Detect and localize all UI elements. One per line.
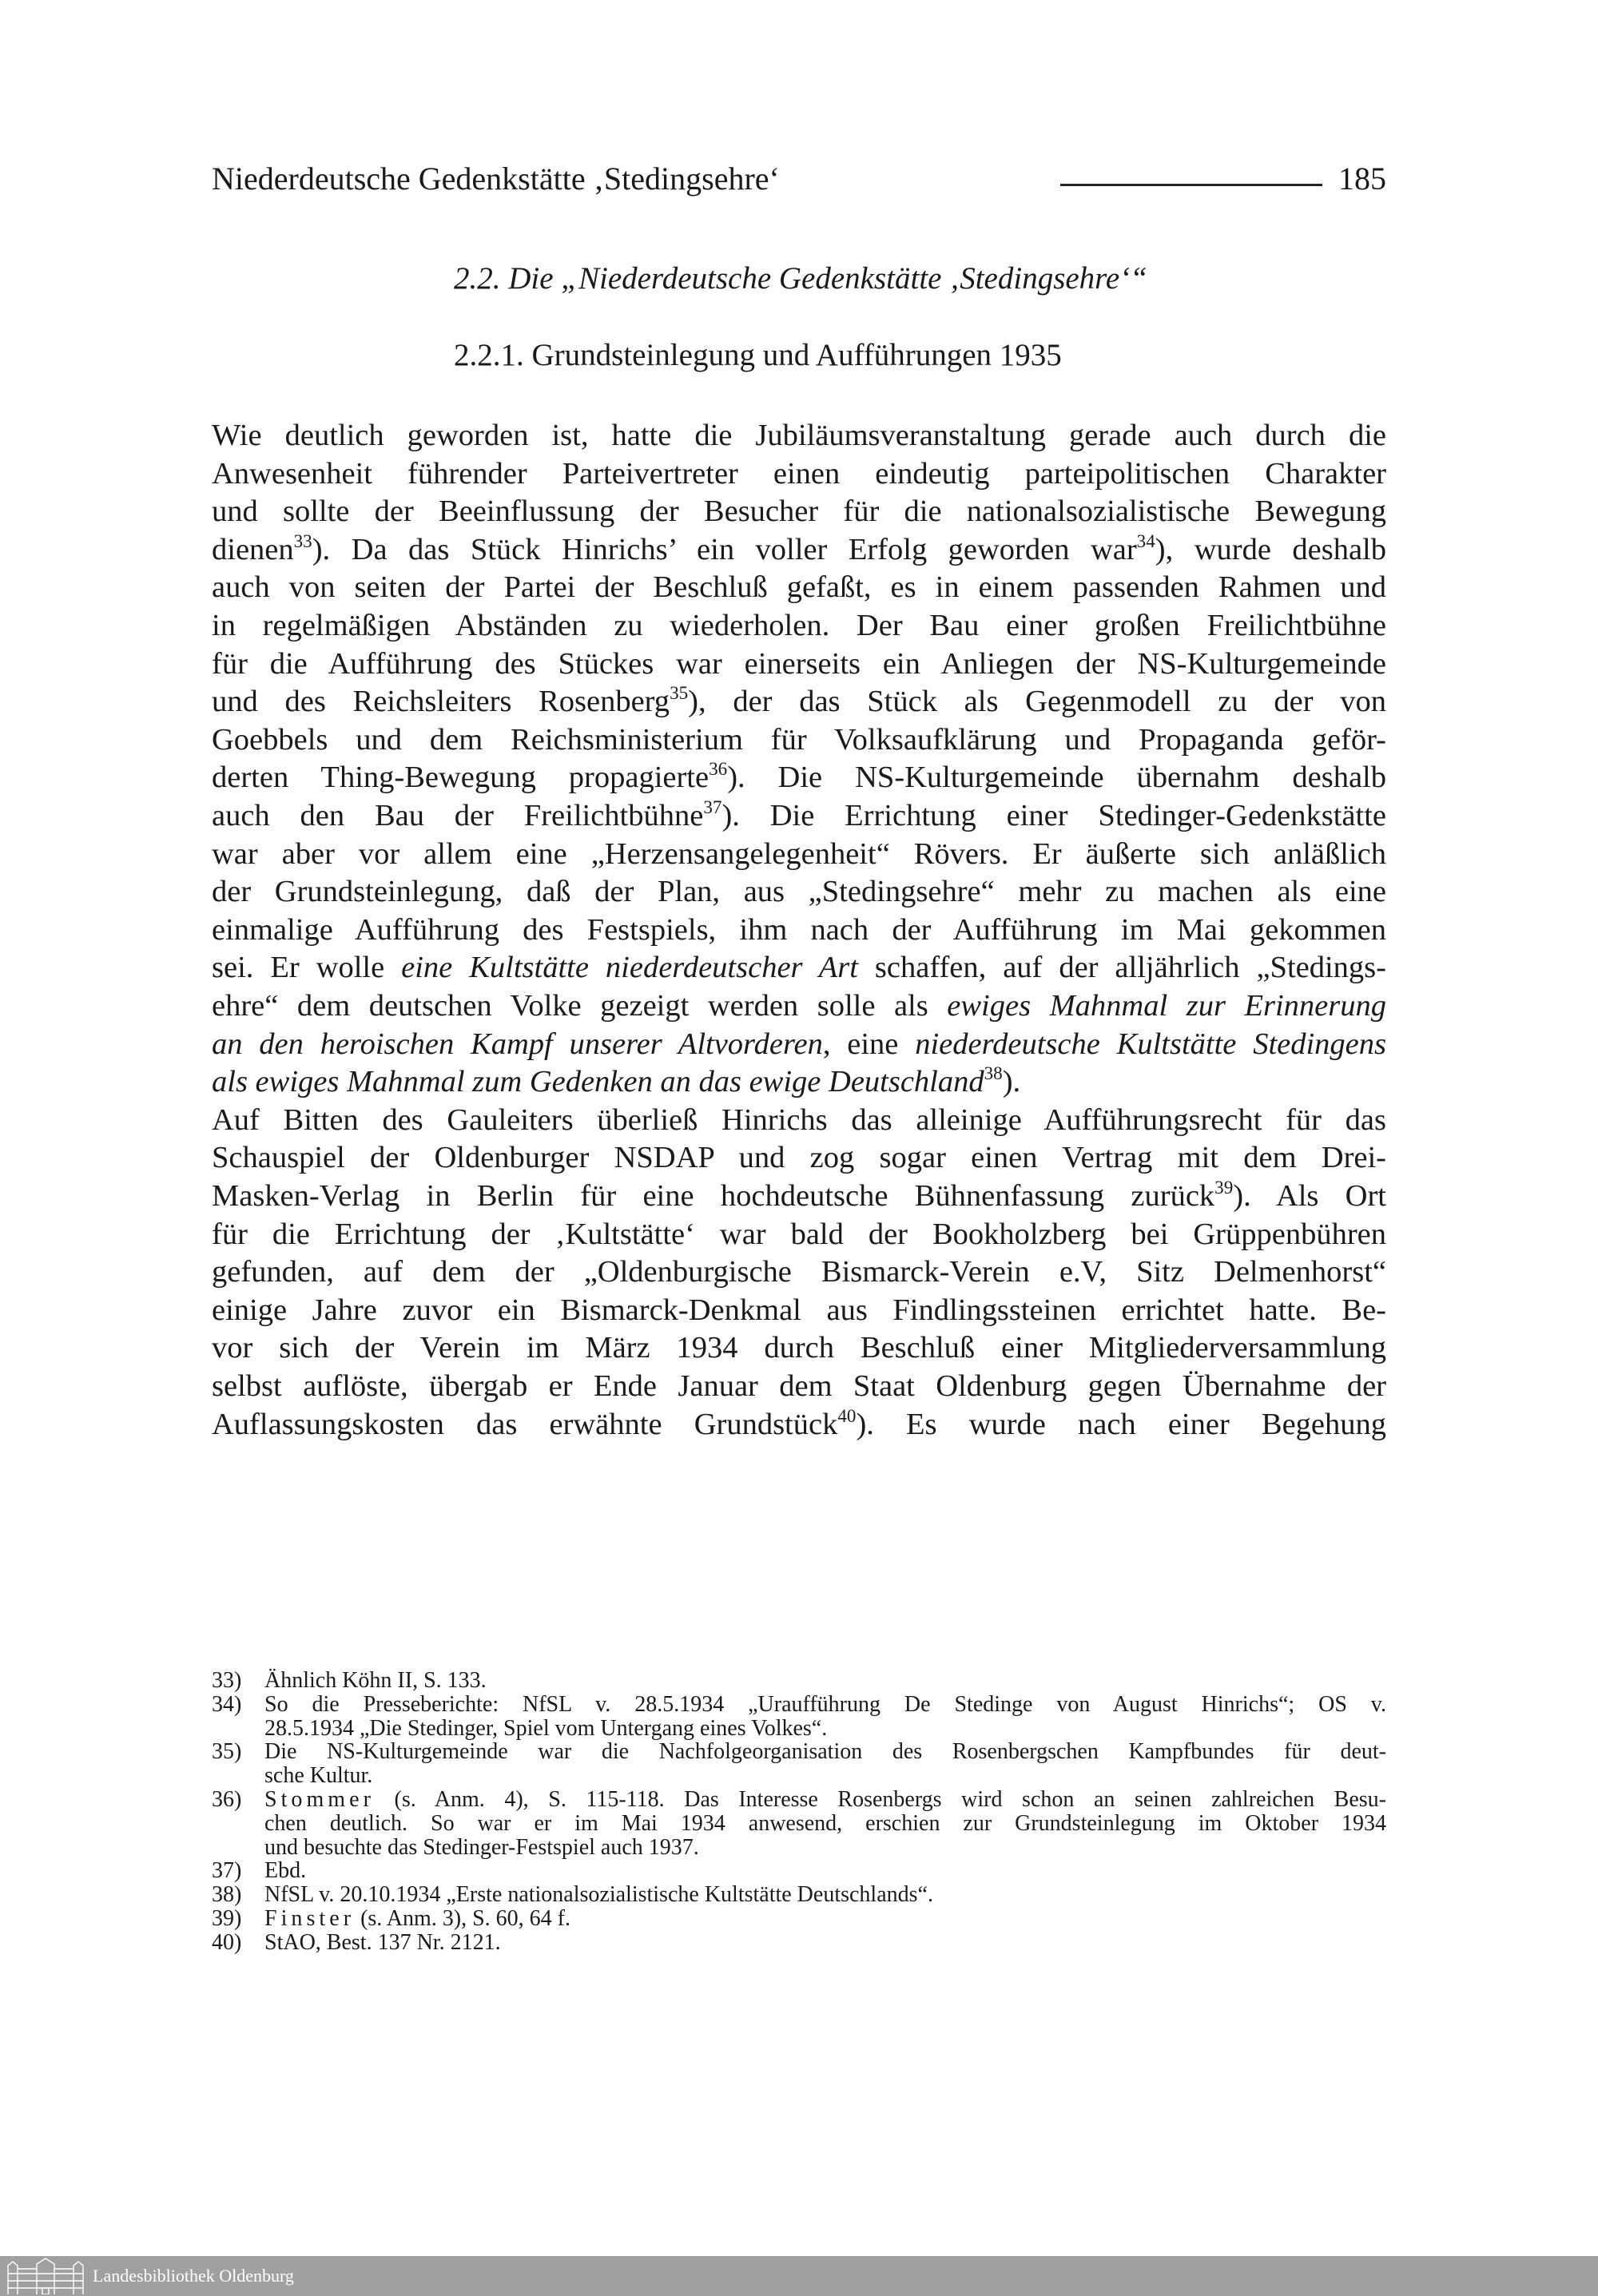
body-line: [212, 1025, 1386, 1063]
body-line: [212, 835, 1386, 873]
body-line: [212, 1329, 1386, 1367]
body-line: [212, 872, 1386, 911]
body-line: [212, 568, 1386, 606]
footnote: [212, 1693, 1386, 1741]
text-run: einmalige Aufführung des Festspiels, ihm nach der Aufführung im Mai gekommen: [212, 912, 1386, 947]
section-heading: 2.2. Die „Niederdeutsche Gedenkstätte ‚Stedingsehre‘“: [454, 261, 1147, 296]
text-run: ). Da das Stück Hinrichs’ ein voller Erfolg geworden war: [312, 532, 1137, 566]
body-line: [212, 948, 1386, 987]
text-run: ).: [1002, 1065, 1021, 1099]
text-run: ), wurde deshalb: [1155, 532, 1386, 566]
text-run: in regelmäßigen Abständen zu wiederholen. Der Bau einer großen Freilichtbühne: [212, 609, 1386, 642]
emphasis-text: niederdeutsche Kultstätte Stedingens: [915, 1027, 1386, 1061]
library-name: Landesbibliothek Oldenburg: [93, 2266, 294, 2286]
text-run: 28.5.1934 „Die Stedinger, Spiel vom Untergang eines Volkes“.: [264, 1715, 828, 1741]
text-run: und des Reichsleiters Rosenberg: [212, 685, 670, 719]
footnote: [212, 1740, 1386, 1788]
body-line: [212, 758, 1386, 796]
text-run: ehre“ dem deutschen Volke gezeigt werden solle als: [212, 989, 948, 1023]
footnote-reference[interactable]: 38: [984, 1063, 1003, 1084]
footnote-line: [264, 1836, 1386, 1860]
header-rule: [1060, 184, 1322, 186]
footnote-line: [264, 1693, 1386, 1717]
body-line: [212, 645, 1386, 683]
footnote-line: [264, 1669, 1386, 1693]
emphasis-text: eine Kultstätte niederdeutscher Art: [401, 951, 858, 985]
footnote-line: [264, 1883, 1386, 1907]
footnote: [212, 1788, 1386, 1859]
body-line: [212, 1138, 1386, 1177]
body-line: [212, 1063, 1386, 1101]
footnote: [212, 1859, 1386, 1883]
emphasis-text: als ewiges Mahnmal zum Gedenken an das ewige Deutschland: [212, 1065, 984, 1099]
text-run: einige Jahre zuvor ein Bismarck-Denkmal aus Findlingssteinen errichtet hatte. Be-: [212, 1293, 1386, 1327]
emphasis-text: an den heroischen Kampf unserer Altvorderen: [212, 1027, 823, 1061]
text-run: ), der das Stück als Gegenmodell zu der von: [688, 685, 1386, 719]
body-line: [212, 987, 1386, 1025]
text-run: auch von seiten der Partei der Beschluß gefaßt, es in einem passenden Rahmen und: [212, 570, 1386, 605]
body-line: [212, 682, 1386, 721]
footnote-line: [264, 1931, 1386, 1955]
text-run: chen deutlich. So war er im Mai 1934 anwesend, erschien zur Grundsteinlegung im Oktober 1934: [264, 1810, 1386, 1836]
text-run: So die Presseberichte: NfSL v. 28.5.1934 „Uraufführung De Stedinge von August Hinrichs“; OS v.: [264, 1691, 1386, 1717]
footnote-number: 36): [212, 1787, 242, 1812]
text-run: ). Es wurde nach einer Begehung: [856, 1407, 1387, 1441]
footnote-line: [264, 1859, 1386, 1883]
text-run: Goebbels und dem Reichsministerium für Volksaufklärung und Propaganda geför-: [212, 722, 1386, 757]
emphasis-text: ewiges Mahnmal zur Erinnerung: [947, 989, 1386, 1023]
footnote-line: [264, 1740, 1386, 1764]
body-line: [212, 1101, 1386, 1139]
footnote: [212, 1931, 1386, 1955]
body-line: [212, 721, 1386, 759]
footnote-line: [264, 1764, 1386, 1788]
text-run: für die Aufführung des Stückes war einerseits ein Anliegen der NS-Kulturgemeinde: [212, 646, 1386, 681]
subsection-heading: 2.2.1. Grundsteinlegung und Aufführungen 1935: [454, 338, 1062, 372]
footnote-number: 33): [212, 1668, 242, 1693]
body-line: [212, 1405, 1386, 1444]
footnote-line: [264, 1717, 1386, 1741]
text-run: vor sich der Verein im März 1934 durch Beschluß einer Mitgliederversammlung: [212, 1331, 1386, 1365]
footnote: [212, 1883, 1386, 1907]
text-run: Auf Bitten des Gauleiters überließ Hinrichs das alleinige Aufführungsrecht für das: [212, 1102, 1386, 1137]
text-run: der Grundsteinlegung, daß der Plan, aus „Stedingsehre“ mehr zu machen als eine: [212, 875, 1386, 909]
footnote-reference[interactable]: 36: [709, 758, 728, 780]
body-line: [212, 416, 1386, 455]
text-run: ). Als Ort: [1233, 1179, 1386, 1213]
library-building-logo-icon: [5, 2258, 86, 2294]
running-header: [212, 160, 1386, 205]
footnote-reference[interactable]: 37: [703, 796, 722, 817]
library-footer-bar: [0, 2256, 1598, 2296]
body-line: [212, 911, 1386, 949]
footnote-reference[interactable]: 34: [1136, 530, 1155, 551]
text-run: sei. Er wolle: [212, 951, 402, 985]
running-header-title: Niederdeutsche Gedenkstätte ‚Stedingsehre‘: [212, 161, 780, 197]
text-run: gefunden, auf dem der „Oldenburgische Bismarck-Verein e.V, Sitz Delmenhorst“: [212, 1255, 1386, 1289]
footnote-reference[interactable]: 33: [293, 530, 312, 551]
text-run: und besuchte das Stedinger-Festspiel auch 1937.: [264, 1834, 699, 1860]
footnote: [212, 1907, 1386, 1931]
text-run: Stommer: [264, 1787, 375, 1812]
text-run: StAO, Best. 137 Nr. 2121.: [264, 1929, 501, 1955]
footnote-reference[interactable]: 40: [837, 1404, 857, 1426]
footnote-number: 39): [212, 1906, 242, 1931]
text-run: dienen: [212, 532, 294, 566]
body-line: [212, 1253, 1386, 1291]
text-run: und sollte der Beeinflussung der Besucher für die nationalsozialistische Bewegung: [212, 495, 1386, 529]
footnote-number: 34): [212, 1691, 242, 1717]
text-run: Anwesenheit führender Parteivertreter einen eindeutig parteipolitischen Charakter: [212, 456, 1386, 491]
text-run: Schauspiel der Oldenburger NSDAP und zog sogar einen Vertrag mit dem Drei-: [212, 1141, 1386, 1175]
body-line: [212, 455, 1386, 493]
text-run: Auflassungskosten das erwähnte Grundstück: [212, 1407, 838, 1441]
text-run: ). Die Errichtung einer Stedinger-Gedenkstätte: [721, 799, 1386, 832]
footnote-line: [264, 1812, 1386, 1836]
body-line: [212, 796, 1386, 835]
text-run: Masken-Verlag in Berlin für eine hochdeutsche Bühnenfassung zurück: [212, 1179, 1215, 1213]
footnote-reference[interactable]: 35: [670, 682, 689, 704]
text-run: für die Errichtung der ‚Kultstätte‘ war bald der Bookholzberg bei Grüppenbühren: [212, 1217, 1386, 1251]
footnote-number: 38): [212, 1882, 242, 1908]
footnote-reference[interactable]: 39: [1214, 1177, 1234, 1198]
text-run: NfSL v. 20.10.1934 „Erste nationalsozialistische Kultstätte Deutschlands“.: [264, 1882, 933, 1908]
text-run: Ebd.: [264, 1858, 307, 1884]
text-run: sche Kultur.: [264, 1763, 373, 1789]
footnote-line: [264, 1907, 1386, 1931]
text-run: (s. Anm. 4), S. 115-118. Das Interesse Rosenbergs wird schon an seinen zahlreichen Besu-: [374, 1787, 1386, 1812]
footnote-line: [264, 1788, 1386, 1812]
text-run: , eine: [822, 1027, 916, 1061]
body-line: [212, 530, 1386, 569]
footnote-number: 40): [212, 1929, 242, 1955]
footnote-number: 37): [212, 1858, 242, 1884]
body-line: [212, 1177, 1386, 1215]
footnote: [212, 1669, 1386, 1693]
text-run: schaffen, auf der alljährlich „Stedings-: [857, 951, 1386, 985]
text-run: derten Thing-Bewegung propagierte: [212, 761, 710, 795]
text-run: Finster: [264, 1906, 356, 1931]
body-line: [212, 606, 1386, 645]
body-line: [212, 1215, 1386, 1253]
text-run: Ähnlich Köhn II, S. 133.: [264, 1668, 487, 1693]
page-number: 185: [1338, 161, 1386, 197]
body-line: [212, 1367, 1386, 1405]
text-run: ). Die NS-Kulturgemeinde übernahm deshalb: [727, 761, 1386, 795]
text-run: selbst auflöste, übergab er Ende Januar dem Staat Oldenburg gegen Übernahme der: [212, 1369, 1386, 1403]
text-run: auch den Bau der Freilichtbühne: [212, 799, 704, 832]
footnote-number: 35): [212, 1739, 242, 1765]
text-run: (s. Anm. 3), S. 60, 64 f.: [355, 1906, 570, 1931]
text-run: Wie deutlich geworden ist, hatte die Jubiläumsveranstaltung gerade auch durch die: [212, 419, 1386, 452]
text-run: war aber vor allem eine „Herzensangelegenheit“ Rövers. Er äußerte sich anläßlich: [212, 836, 1386, 871]
body-line: [212, 492, 1386, 530]
text-run: Die NS-Kulturgemeinde war die Nachfolgeorganisation des Rosenbergschen Kampfbundes für deut-: [264, 1739, 1386, 1765]
body-line: [212, 1291, 1386, 1329]
